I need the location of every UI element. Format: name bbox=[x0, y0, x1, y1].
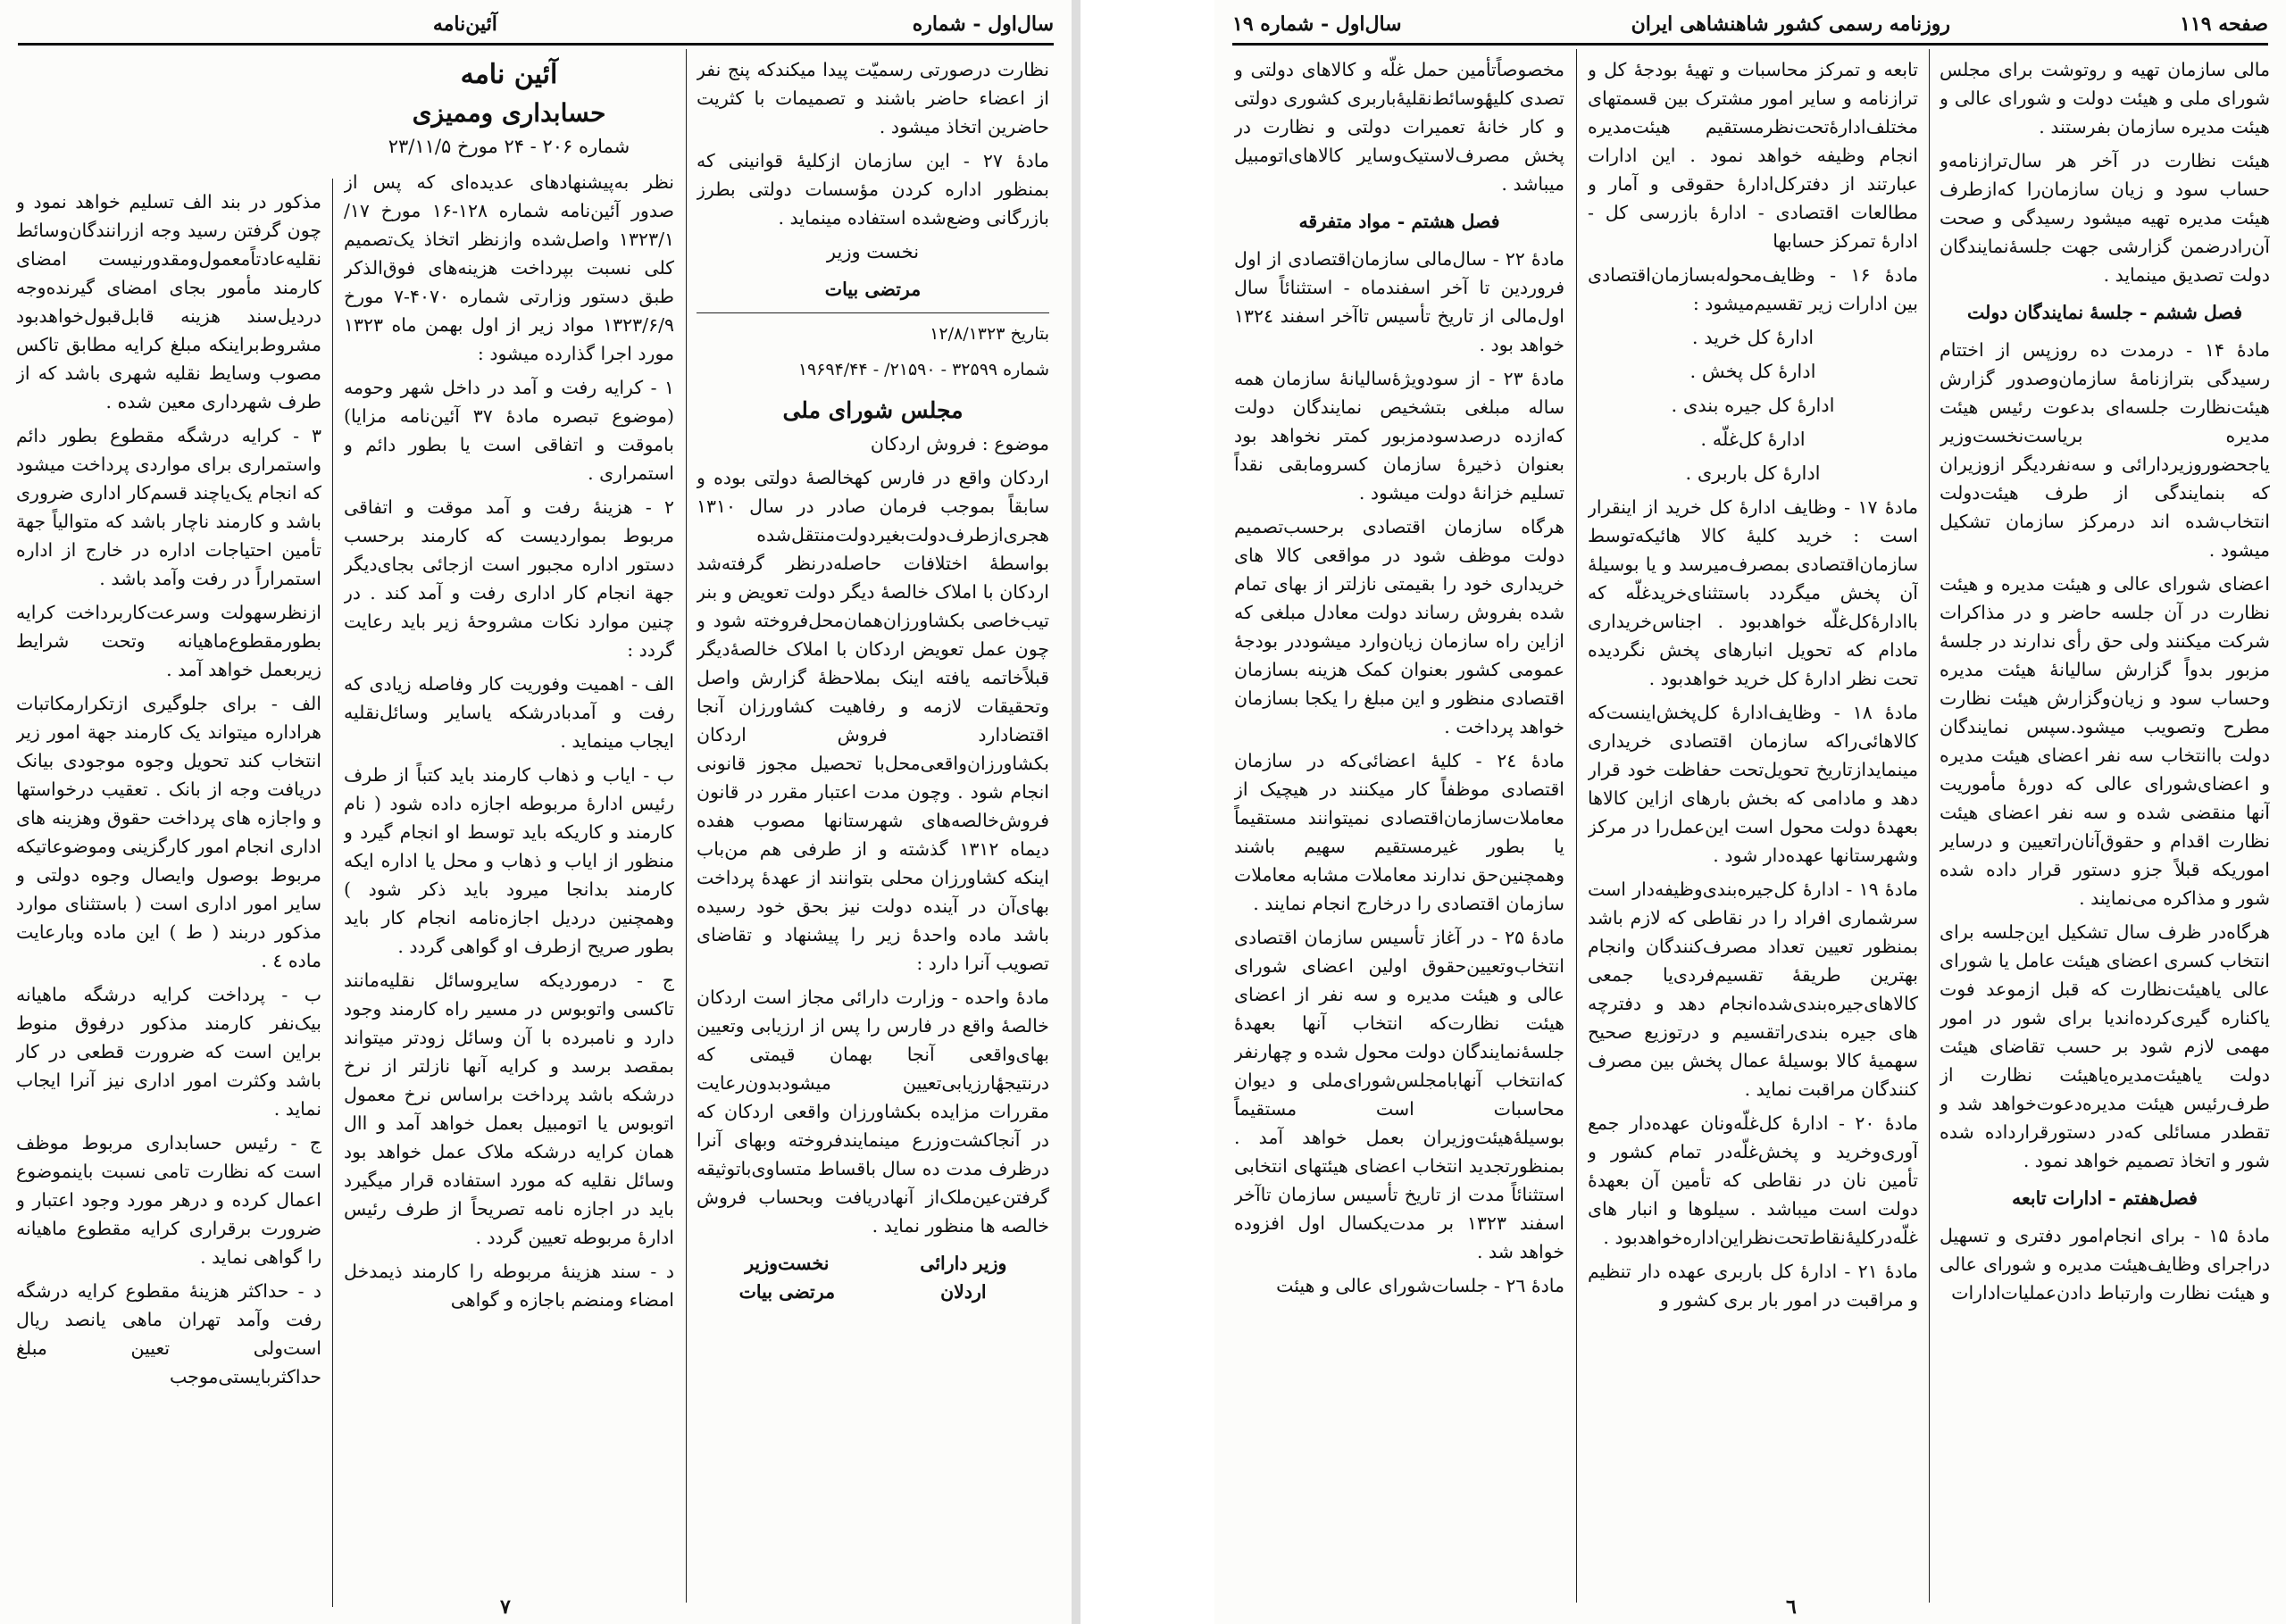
paragraph: مادهٔ ۲۷ - این سازمان ازکلیهٔ قوانینی که بمنظور اداره کردن مؤسسات دولتی بطرز بازرگانی وضع‌شده استفاده مینماید . bbox=[697, 150, 1049, 229]
right-header-left: سال‌اول - شماره ۱۹ bbox=[1232, 12, 1402, 36]
signature-name: اردلان bbox=[940, 1281, 987, 1303]
signature-title: وزیر دارائی bbox=[920, 1253, 1007, 1274]
right-page-col-2 bbox=[1588, 55, 1918, 1609]
column-rule bbox=[332, 179, 333, 1607]
column-rule bbox=[1929, 49, 1930, 1603]
signer-title: نخست وزیر bbox=[826, 241, 920, 262]
paragraph: مادهٔ ۱۷ - وظایف ادارهٔ کل خرید از اینقرار است : خرید کلیهٔ کالا هائیکه‌توسط سازمان‌اقتصادی بمصرف‌میرسد و یا بوسیلهٔ آن پخش میگردد باستثنای‌خریدغلّه که باادارهٔ‌کل‌غلّه خواهدبود . اجناس‌خریداری مادام که تحویل انبارهای پخش نگردیده تحت نظر ادارهٔ کل خرید خواهدبود . bbox=[1588, 496, 1918, 689]
left-page-col-middle bbox=[344, 55, 674, 1609]
right-page-col-1 bbox=[1940, 55, 2270, 1609]
left-page-col-left bbox=[16, 187, 321, 1607]
left-page-col-right bbox=[697, 55, 1049, 1609]
paragraph: مادهٔ ۲۵ - در آغاز تأسیس سازمان اقتصادی انتخاب‌وتعیین‌حقوق اولین اعضای شورای عالی و هیئت مدیره و سه نفر از اعضای هیئت نظارت‌که انتخاب آنها بعهدهٔ جلسهٔ‌نمایندگان دولت محول شده و چهارنفر که‌انتخاب آنهابا‌مجلس‌شورای‌ملی و دیوان محاسبات است مستقیماً بوسیلهٔ‌هیئت‌وزیران بعمل خواهد آمد . بمنظور‌تجدید انتخاب اعضای هیئتهای انتخابی استثنائاً مدت از تاریخ تأسیس سازمان تاآخر اسفند ۱۳۲۳ بر مدت‌یکسال اول افزوده خواهد شد . bbox=[1234, 927, 1564, 1262]
header-rule bbox=[1232, 43, 2268, 46]
paragraph: مذکور در بند الف تسلیم خواهد نمود و چون گرفتن رسید وجه ازرانندگان‌وسائط نقلیه‌عادتاً‌معمول‌ومقدورنیست امضای کارمند مأمور بجای امضای گیرنده‌وجه دردیل‌سند هزینه قابل‌قبول‌خواهدبود مشروط‌براینکه مبلغ کرایه مطابق تاکس مصوب وسایط نقلیه شهری باشد که از طرف شهرداری معین شده . bbox=[16, 191, 321, 412]
signatures bbox=[697, 1249, 1049, 1306]
paragraph: مادهٔ واحده - وزارت دارائی مجاز است اردکان خالصهٔ واقع در فارس را پس از ارزیابی وتعیین بهای‌واقعی آنجا بهمان قیمتی که درنتیجهٔارزیابی‌تعیین میشودبدون‌رعایت مقررات مزایده بکشاورزان واقعی اردکان که در آنجا‌کشت‌وزرع مینمایندفروخته وبهای آنرا درظرف مدت ده سال باقساط متساوی‌باتوثیقه گرفتن‌عین‌ملک‌از آنهادریافت وبحساب فروش خالصه ها منظور نماید . bbox=[697, 987, 1049, 1237]
right-header-right: صفحه ۱۱۹ bbox=[2180, 12, 2268, 36]
ref-number: شماره ۳۲۵۹۹ - ۲۱۵۹۰/ - ۱۹۶۹۴/۴۴ bbox=[797, 360, 1049, 379]
paragraph: مادهٔ ۲٦ - جلسات‌شورای عالی و هیئت bbox=[1276, 1275, 1564, 1296]
paragraph: تابعه و تمرکز محاسبات و تهیهٔ بودجهٔ کل و ترازنامه و سایر امور مشترک بین قسمتهای مختلف‌ادارهٔ‌تحت‌نظرمستقیم هیئت‌مدیره انجام وظیفه خواهد نمود . این ادارات عبارتند از دفتر‌کل‌ادارهٔ حقوقی و آمار و مطالعات اقتصادی - ادارهٔ بازرسی کل - ادارهٔ تمرکز حسابها bbox=[1588, 59, 1918, 252]
paragraph: اعضای شورای عالی و هیئت مدیره و هیئت نظارت در آن جلسه حاضر و در مذاکرات شرکت میکنند ولی حق رأی ندارند در جلسهٔ مزبور بدواً گزارش سالیانهٔ هیئت مدیره وحساب سود و زیان‌وگزارش هیئت نظارت مطرح وتصویب میشود.سپس نمایندگان دولت باانتخاب سه نفر اعضای هیئت مدیره و اعضای‌شورای عالی که دورهٔ مأموریت آنها منقضی شده و سه نفر اعضای هیئت نظارت اقدام و حقوق‌آنان‌راتعیین و درسایر اموریکه قبلاً جزو دستور قرار داده شده شور و مذاکره می‌نمایند . bbox=[1940, 573, 2270, 909]
paragraph: مادهٔ ۱۴ - درمدت ده روزپس از اختتام رسیدگی بترازنامهٔ سازمان‌وصدور گزارش هیئت‌نظارت جلسه‌ای بدعوت رئیس هیئت مدیره بریاست‌نخست‌وزیر یاجحضوروزیردارائی و سه‌نفردیگر ازوزیران که بنمایندگی از طرف هیئت‌دولت انتخاب‌شده اند درمرکز سازمان تشکیل میشود . bbox=[1940, 339, 2270, 561]
paragraph: مادهٔ ۱۵ - برای انجام‌امور دفتری و تسهیل دراجرای وظایف‌هیئت مدیره و شورای عالی و هیئت نظارت وارتباط دادن‌عملیات‌ادارات bbox=[1940, 1225, 2270, 1303]
paragraph: هرگاه سازمان اقتصادی برحسب‌تصمیم دولت موظف شود در مواقعی کالا های خریداری خود را بقیمتی نازلتر از بهای تمام شده بفروش رساند دولت معادل مبلغی که ازاین راه سازمان زیان‌وارد میشوددر بودجهٔ عمومی کشور بعنوان کمک هزینه بسازمان اقتصادی منظور و این مبلغ را یکجا بسازمان خواهد پرداخت . bbox=[1234, 516, 1564, 737]
paragraph: ج - رئیس حسابداری مربوط موظف است که نظارت تامی نسبت باینموضوع اعمال کرده و درهر مورد وجود اعتبار و ضرورت برقراری کرایه مقطوع ماهیانه را گواهی نماید . bbox=[16, 1132, 321, 1268]
paragraph: ۱ - کرایه رفت و آمد در داخل شهر وحومه (موضوع تبصره مادهٔ ۳۷ آئین‌نامه مزایا) باموقت و اتفاقی است یا بطور دائم و استمراری . bbox=[344, 377, 674, 484]
paragraph: مادهٔ ۲٤ - کلیهٔ اعضائی‌که در سازمان اقتصادی موظفاً کار میکنند در هیچیک از معاملات‌سازمان‌اقتصادی نمیتوانند مستقیماً یا بطور غیرمستقیم سهیم باشند و‌همچنین‌حق ندارند معاملات مشابه معاملات سازمان اقتصادی را درخارج انجام نمایند . bbox=[1234, 750, 1564, 914]
paragraph: مخصوصاً‌تأمین حمل غلّه و کالاهای دولتی و تصدی کلیهٔوسائط‌نقلیهٔ‌باربری کشوری دولتی و کار خانهٔ تعمیرات دولتی و نظارت در پخش مصرف‌لاستیک‌وسایر کالاهای‌اتومبیل میباشد . bbox=[1234, 59, 1564, 195]
signature-right bbox=[920, 1249, 1006, 1306]
divider bbox=[697, 312, 1049, 313]
paragraph: مادهٔ ۲۲ - سال‌مالی سازمان‌اقتصادی از اول فروردین تا آخر اسفندماه - استثنائاً سال اول‌مالی از تاریخ تأسیس تاآخر اسفند ۱۳۲٤ خواهد بود . bbox=[1234, 248, 1564, 355]
chapter-heading: فصل هشتم - مواد متفرقه bbox=[1298, 211, 1500, 232]
paragraph: الف - اهمیت وفوریت کار وفاصله زیادی که رفت و آمدبادرشکه یاسایر وسائل‌نقلیه ایجاب مینماید . bbox=[344, 673, 674, 752]
paragraph: اردکان واقع در فارس کهخالصهٔ دولتی بوده و سابقاً بموجب فرمان صادر در سال ۱۳۱۰ هجری‌ازطرف‌دولت‌بغیردولت‌منتقل‌شده بواسطهٔ اختلافات حاصله‌درنظر گرفته‌شد اردکان با املاک خالصهٔ دیگر دولت تعویض و بنر تیب‌خاصی بکشاورزان‌همان‌محل‌فروخته شود و چون عمل تعویض اردکان با املاک خالصهٔ‌دیگر قبلاً‌خاتمه یافته اینک بملاحظهٔ گزارش واصل وتحقیقات لازمه و رفاهیت کشاورزان آنجا اقتضادارد فروش اردکان بکشاورزان‌واقعی‌محل‌با تحصیل مجوز قانونی انجام شود . وچون مدت اعتبار مقرر در قانون فروش‌خالصه‌های شهرستانها مصوب هفده دیماه ۱۳۱۲ گذشته و از طرفی هم من‌باب اینکه کشاورزان محلی بتوانند از عهدهٔ پرداخت بهای‌آن در آینده دولت نیز بحق خود رسیده باشد ماده واحدهٔ زیر را پیشنهاد و تقاضای تصویب آنرا دارد : bbox=[697, 467, 1049, 974]
chapter-heading: فصل‌هفتم - ادارات تابعه bbox=[2012, 1187, 2198, 1209]
right-page-col-3 bbox=[1234, 55, 1564, 1609]
paragraph: مادهٔ ۲۳ - از سودویژهٔ‌سالیانهٔ سازمان همه ساله مبلغی بتشخیص نمایندگان دولت که‌ازده درصدسودمزبور کمتر نخواهد بود بعنوان ذخیرهٔ سازمان کسرو‌مابقی نقداً تسلیم خزانهٔ دولت میشود . bbox=[1234, 368, 1564, 504]
ref-date: بتاریخ ۱۲/۸/۱۳۲۳ bbox=[930, 324, 1049, 344]
column-rule bbox=[686, 49, 687, 1603]
section-heading: مجلس شورای ملی bbox=[782, 397, 964, 423]
list-item: ادارهٔ کل پخش . bbox=[1689, 361, 1816, 382]
paragraph: د - سند هزینهٔ مربوطه را کارمند ذیمدخل امضاء ومنضم باجازه و گواهی bbox=[344, 1261, 674, 1311]
list-item: ادارهٔ کل جیره بندی . bbox=[1671, 395, 1835, 416]
column-rule bbox=[1576, 49, 1577, 1603]
list-item: ادارهٔ کل خرید . bbox=[1691, 327, 1815, 348]
paragraph: ج - درموردیکه سایروسائل نقلیه‌مانند تاکسی واتوبوس در مسیر راه کارمند وجود دارد و نامبرده با آن وسائل زودتر میتواند بمقصد برسد و کرایه آنها نازلتر از نرخ درشکه باشد پرداخت براساس نرخ معمول اتوبوس یا اتومبیل بعمل خواهد آمد و اال همان کرایه درشکه ملاک عمل خواهد بود وسائل نقلیه که مورد استفاده قرار میگیرد باید در اجازه نامه تصریحاً از طرف رئیس ادارهٔ مربوطه تعیین گردد . bbox=[344, 970, 674, 1248]
right-page-header bbox=[1232, 11, 2268, 37]
list-item: ادارهٔ کل‌غلّه . bbox=[1700, 429, 1806, 450]
document-title: آئین نامه bbox=[460, 59, 558, 90]
paragraph: مالی سازمان تهیه و روتوشت برای مجلس شورای ملی و هیئت دولت و شورای عالی و هیئت مدیره سازمان بفرستند . bbox=[1940, 59, 2270, 137]
paragraph: مادهٔ ۱۹ - ادارهٔ کل‌جیره‌بندی‌وظیفه‌دار است سرشماری افراد را در نقاطی که لازم باشد بمنظور تعیین تعداد مصرف‌کنندگان وانجام بهترین طریقهٔ تقسیم‌فردی‌یا جمعی کالاهای‌جیره‌بندی‌شده‌انجام دهد و دفترچه های جیره بندی‌راتقسیم و درتوزیع صحیح سهمیهٔ کالا بوسیلهٔ عمال پخش بین مصرف کنندگان مراقبت نماید . bbox=[1588, 879, 1918, 1100]
signature-name: مرتضی بیات bbox=[738, 1281, 836, 1303]
chapter-heading: فصل ششم - جلسهٔ نمایندگان دولت bbox=[1966, 302, 2243, 323]
left-page-header bbox=[18, 11, 1054, 37]
subject-line: موضوع : فروش اردکان bbox=[870, 433, 1049, 454]
paragraph: ۲ - هزینهٔ رفت و آمد موقت و اتفاقی مربوط بمواردیست که کارمند برحسب دستور اداره مجبور است از‌جائی بجای‌دیگر جهة انجام کار اداری رفت و آمد کند . در چنین موارد نکات مشروحهٔ زیر باید رعایت گردد : bbox=[344, 496, 674, 661]
document-subtitle: حسابداری وممیزی bbox=[412, 98, 606, 128]
paragraph: مادهٔ ۲۱ - ادارهٔ کل باربری عهده دار تنظیم و مراقبت در امور بار بری کشور و bbox=[1588, 1261, 1918, 1311]
left-header-right: سال‌اول - شماره bbox=[912, 12, 1054, 36]
paragraph: مادهٔ ۲۰ - ادارهٔ کل‌غلّه‌ونان عهده‌دار جمع آوری‌وخرید و پخش‌غلّه‌در تمام کشور و تأمین نان در نقاطی که تأمین آن بعهدهٔ دولت است میباشد . سیلوها و انبار های غلّه‌درکلیهٔ‌نقاط‌تحت‌نظراین‌اداره‌خواهدبود . bbox=[1588, 1112, 1918, 1248]
paragraph: الف - برای جلوگیری ازتکرارمکاتبات هراداره میتواند یک کارمند جهة امور زیر انتخاب کند تحویل وجوه موجودی بیانک دریافت وجه از بانک . تعقیب درخواستها و واجازه های پرداخت حقوق وهزینه های اداری انجام امور کارگزینی وموضوعاتیکه مربوط بوصول وایصال وجوه دولتی و سایر امور اداری است ( باستثنای موارد مذکور دربند ( ط ) این ماده وبارعایت ماده ٤ . bbox=[16, 693, 321, 971]
paragraph: نظارت درصورتی رسمیّت پیدا میکندکه پنج نفر از اعضاء حاضر باشند و تصمیمات با کثریت حاضرین اتخاذ میشود . bbox=[697, 59, 1049, 137]
paragraph: هیئت نظارت در آخر هر سال‌ترازنامه‌و حساب سود و زیان سازمان‌را که‌ازطرف هیئت مدیره تهیه میشود رسیدگی و صحت آن‌رادرضمن گزارشی جهت جلسهٔ‌نمایندگان دولت تصدیق مینماید . bbox=[1940, 150, 2270, 286]
right-header-center: روزنامه رسمی کشور شاهنشاهی ایران bbox=[1631, 12, 1951, 36]
left-page bbox=[0, 0, 1072, 1624]
paragraph: ازنظرسهولت وسرعت‌کاربرداخت کرایه بطورمقطوع‌ماهیانه وتحت شرایط زیربعمل خواهد آمد . bbox=[16, 602, 321, 680]
gutter bbox=[1072, 0, 1080, 1624]
paragraph: نظر به‌پیشنهادهای عدیده‌ای که پس از صدور آئین‌نامه شماره ۱۲۸-۱۶ مورخ ۱۷/ ۱۳۲۳/۱ واصل‌شده وازنظر اتخاذ یک‌تصمیم کلی نسبت بپرداخت هزینه‌های فوق‌الذکر طبق دستور وزارتی شماره ۴۰۷۰-۷ مورخ ۱۳۲۳/۶/۹ مواد زیر از اول بهمن ماه ۱۳۲۳ مورد اجرا گذارده میشود : bbox=[344, 171, 674, 364]
paragraph: هرگاه‌در ظرف سال تشکیل این‌جلسه برای انتخاب کسری اعضای هیئت عامل یا شورای عالی یاهیئت‌نظارت که‌ قبل ازموعد فوت یاکناره گیری‌کرده‌اندیا برای شور در امور مهمی لازم شود بر حسب تقاضای هیئت دولت یاهیئت‌مدیره‌یا‌هیئت نظارت از طرف‌رئیس هیئت مدیره‌دعوت‌خواهد شد و تقطدر مسائلی که‌در دستورقرارداده شده شور و اتخاذ تصمیم خواهد نمود . bbox=[1940, 921, 2270, 1171]
paragraph: مادهٔ ۱۸ - وظایف‌ادارهٔ کل‌پخش‌اینست‌که کالاهائی‌راکه سازمان اقتصادی خریداری مینمایدازتاریخ تحویل‌تحت حفاظت خود قرار دهد و مادامی که بخش بارهای ازاین کالاها بعهدهٔ دولت محول است این‌عمل‌را در مرکز وشهرستانها عهده‌دار شود . bbox=[1588, 702, 1918, 866]
signature-left bbox=[739, 1249, 835, 1306]
signer-name: مرتضی بیات bbox=[824, 279, 922, 300]
paragraph: د - حداکثر هزینهٔ مقطوع کرایه درشگه رفت وآمد تهران ماهی یانصد ریال است‌ولی تعیین مبلغ حداکثربایستی‌موجب bbox=[16, 1280, 321, 1387]
page-number: ٦ bbox=[1786, 1595, 1797, 1619]
paragraph: مادهٔ ۱۶ - وظایف‌محوله‌بسازمان‌اقتصادی بین ادارات زیر تقسیم‌میشود : bbox=[1588, 264, 1918, 314]
document-number: شماره ۲۰۶ - ۲۴ مورخ ۲۳/۱۱/۵ bbox=[388, 136, 630, 157]
right-page bbox=[1214, 0, 2286, 1624]
paragraph: ۳ - کرایه درشگه مقطوع بطور دائم واستمراری برای مواردی پرداخت میشود که انجام یک‌یاچند قسم‌کار اداری ضروری باشد و کارمند ناچار باشد که متوالیاً جهة تأمین احتیاجات اداره در خارج از اداره استمراراً در رفت وآمد باشد . bbox=[16, 425, 321, 589]
page-number: ۷ bbox=[500, 1595, 511, 1619]
paragraph: ب - پرداخت کرایه درشگه ماهیانه بیک‌نفر کارمند مذکور درفوق منوط براین است که ضرورت قطعی در کار باشد وکثرت امور اداری نیز آنرا ایجاب نماید . bbox=[16, 984, 321, 1120]
left-header-center: آئین‌نامه bbox=[432, 12, 497, 36]
paragraph: ب - ایاب و ذهاب کارمند باید کتباً از طرف رئیس ادارهٔ مربوطه اجازه داده شود ( نام کارمند و کاریکه باید توسط او انجام گیرد و منظور از ایاب و ذهاب و محل یا اداره ایکه کارمند بدانجا میرود باید ذکر شود ) وهمچنین دردیل اجازه‌نامه انجام کار باید بطور صریح ازطرف او گواهی گردد . bbox=[344, 764, 674, 957]
signature-title: نخست‌وزیر bbox=[745, 1253, 830, 1274]
list-item: ادارهٔ کل باربری . bbox=[1685, 462, 1821, 484]
header-rule bbox=[18, 43, 1054, 46]
